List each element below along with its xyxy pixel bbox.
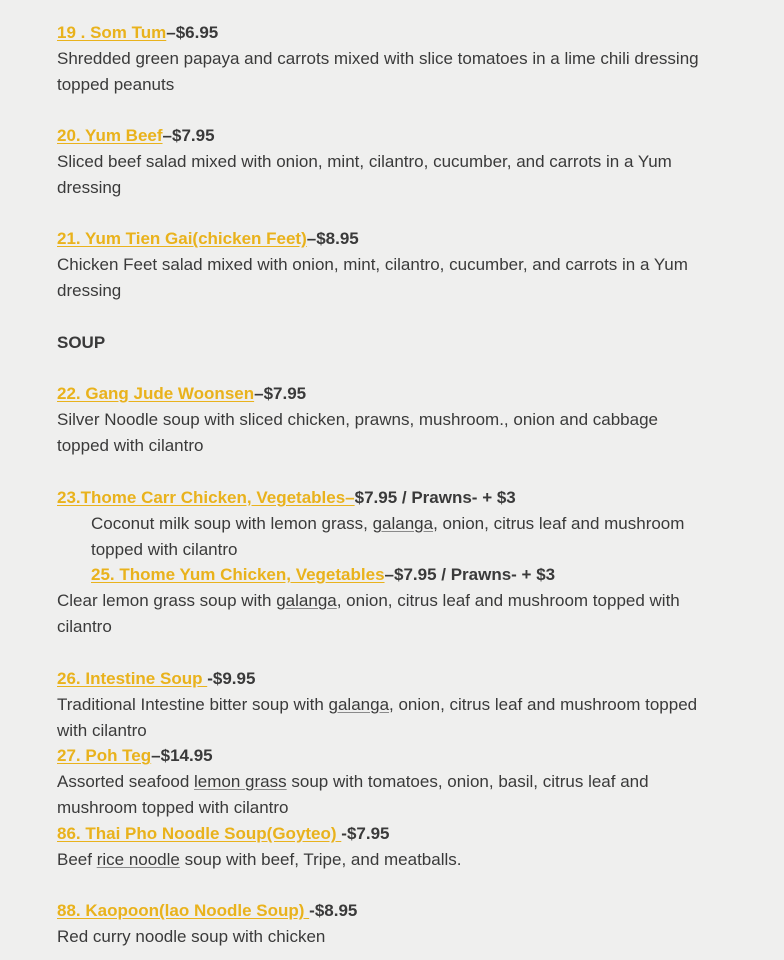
desc-text: Coconut milk soup with lemon grass, — [91, 514, 373, 533]
desc-text: Assorted seafood — [57, 772, 195, 791]
desc-text: , onion, citrus leaf and mushroom — [433, 514, 685, 533]
item-title: 27. Poh Teg — [57, 746, 152, 765]
item-price: –$6.95 — [166, 23, 219, 42]
item-price: -$7.95 — [341, 824, 390, 843]
desc-text: Traditional Intestine bitter soup with — [57, 695, 329, 714]
item-title: 19 . Som Tum — [57, 23, 167, 42]
item-title: 20. Yum Beef — [57, 126, 163, 145]
menu-item-title-line — [91, 562, 764, 588]
menu-item-title-line — [57, 666, 764, 692]
item-description — [91, 511, 764, 537]
item-description: Shredded green papaya and carrots mixed with slice tomatoes in a lime chili dressing — [57, 49, 699, 68]
item-price: –$8.95 — [306, 229, 359, 248]
item-description — [57, 588, 764, 614]
menu-item-title-line — [57, 20, 764, 46]
desc-text: Beef — [57, 850, 97, 869]
item-description — [57, 847, 764, 873]
menu-item-title-line — [57, 898, 764, 924]
item-description: topped with cilantro — [57, 436, 204, 455]
desc-underlined: lemon grass — [194, 772, 287, 791]
item-title: 26. Intestine Soup — [57, 669, 208, 688]
desc-text: soup with tomatoes, onion, basil, citrus leaf and — [286, 772, 649, 791]
item-description: topped with cilantro — [91, 540, 238, 559]
desc-underlined: galanga — [372, 514, 434, 533]
menu-item-title-line — [57, 123, 764, 149]
item-title: 86. Thai Pho Noodle Soup(Goyteo) — [57, 824, 342, 843]
item-description — [57, 769, 764, 795]
menu-item-title-line — [57, 485, 764, 511]
item-price: –$14.95 — [151, 746, 213, 765]
item-price: –$7.95 — [254, 384, 307, 403]
desc-underlined: galanga — [276, 591, 337, 610]
item-description: dressing — [57, 281, 122, 300]
item-price: -$8.95 — [309, 901, 358, 920]
menu-item-title-line — [57, 821, 764, 847]
item-description: Sliced beef salad mixed with onion, mint, cilantro, cucumber, and carrots in a Yum — [57, 152, 672, 171]
item-description: dressing — [57, 178, 122, 197]
desc-text: , onion, citrus leaf and mushroom topped with — [336, 591, 680, 610]
menu-item-title-line — [57, 743, 764, 769]
item-description: Chicken Feet salad mixed with onion, mint, cilantro, cucumber, and carrots in a Yum — [57, 255, 688, 274]
desc-text: , onion, citrus leaf and mushroom topped — [389, 695, 698, 714]
item-title: 23.Thome Carr Chicken, Vegetables– — [57, 488, 355, 507]
desc-underlined: galanga — [328, 695, 390, 714]
item-title: 22. Gang Jude Woonsen — [57, 384, 255, 403]
menu-item-title-line — [57, 381, 764, 407]
item-title: 88. Kaopoon(lao Noodle Soup) — [57, 901, 310, 920]
item-price: –$7.95 / Prawns- + $3 — [384, 565, 556, 584]
item-description: topped peanuts — [57, 75, 175, 94]
item-price: –$7.95 — [162, 126, 215, 145]
item-title: 21. Yum Tien Gai(chicken Feet) — [57, 229, 307, 248]
item-description: Silver Noodle soup with sliced chicken, prawns, mushroom., onion and cabbage — [57, 410, 658, 429]
menu-item-title-line — [57, 226, 764, 252]
item-description: Red curry noodle soup with chicken — [57, 927, 326, 946]
desc-text: Clear lemon grass soup with — [57, 591, 277, 610]
desc-underlined: rice noodle — [96, 850, 180, 869]
item-price: $7.95 / Prawns- + $3 — [354, 488, 516, 507]
section-heading-soup: SOUP — [57, 333, 106, 352]
item-title: 25. Thome Yum Chicken, Vegetables — [91, 565, 385, 584]
item-description: mushroom topped with cilantro — [57, 798, 289, 817]
item-price: -$9.95 — [207, 669, 256, 688]
item-description: cilantro — [57, 617, 112, 636]
item-description — [57, 692, 764, 718]
item-description: with cilantro — [57, 721, 147, 740]
desc-text: soup with beef, Tripe, and meatballs. — [179, 850, 462, 869]
